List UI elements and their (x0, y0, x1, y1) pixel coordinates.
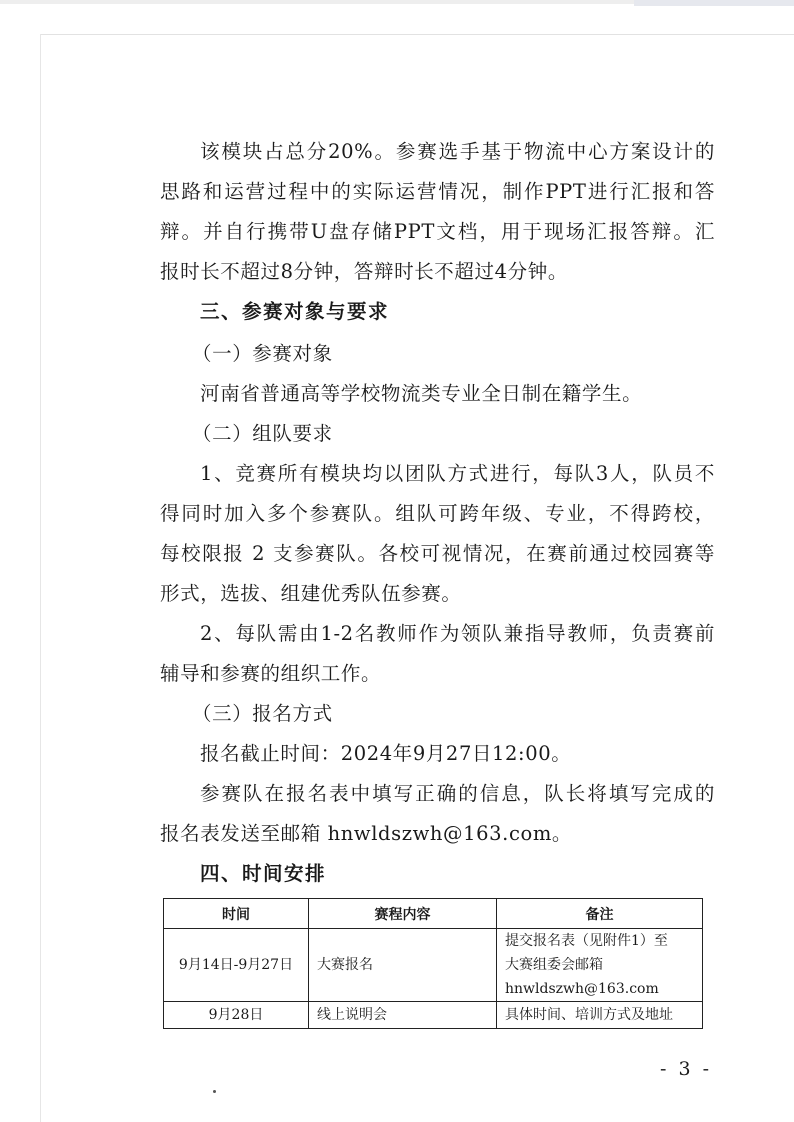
section-heading-schedule: 四、时间安排 (200, 862, 327, 885)
cell-time: 9月28日 (164, 1002, 309, 1029)
paragraph-line: 每校限报 2 支参赛队。各校可视情况，在赛前通过校园赛等 (160, 542, 715, 565)
cell-note (497, 1002, 703, 1029)
paragraph-line: 参赛队在报名表中填写正确的信息，队长将填写完成的 (200, 782, 715, 805)
paragraph-line: 河南省普通高等学校物流类专业全日制在籍学生。 (200, 382, 643, 405)
cell-note (497, 929, 703, 1002)
note-line: 提交报名表（见附件1）至 (505, 933, 668, 949)
scan-artifact (634, 0, 794, 6)
scan-speck (213, 1090, 216, 1093)
note-line: 具体时间、培训方式及地址 (505, 1007, 673, 1023)
subsection-heading: （三）报名方式 (192, 702, 333, 725)
table-header-row (164, 899, 703, 929)
page-edge-left (40, 34, 41, 1122)
paragraph-line: 形式，选拔、组建优秀队伍参赛。 (160, 582, 462, 605)
paragraph-line: 辩。并自行携带U盘存储PPT文档，用于现场汇报答辩。汇 (160, 220, 715, 243)
paragraph-line: 报时长不超过8分钟，答辩时长不超过4分钟。 (160, 260, 568, 283)
schedule-table (163, 898, 703, 1029)
paragraph-line: 得同时加入多个参赛队。组队可跨年级、专业，不得跨校， (160, 502, 715, 525)
subsection-heading: （二）组队要求 (192, 422, 333, 445)
column-header-time: 时间 (164, 899, 309, 929)
note-line: 大赛组委会邮箱 (505, 957, 603, 973)
table-row (164, 929, 703, 1002)
cell-content: 线上说明会 (309, 1002, 497, 1029)
paragraph-line: 2、每队需由1-2名教师作为领队兼指导教师，负责赛前 (200, 622, 715, 645)
paragraph-line: 辅导和参赛的组织工作。 (160, 662, 382, 685)
paragraph-line: 1、竞赛所有模块均以团队方式进行，每队3人，队员不 (200, 462, 715, 485)
table-row (164, 1002, 703, 1029)
cell-time: 9月14日-9月27日 (164, 929, 309, 1002)
subsection-heading: （一）参赛对象 (192, 342, 333, 365)
cell-content: 大赛报名 (309, 929, 497, 1002)
page-number: - 3 - (660, 1058, 713, 1080)
section-heading-participants: 三、参赛对象与要求 (200, 300, 390, 323)
paragraph-line: 报名截止时间：2024年9月27日12:00。 (200, 742, 572, 765)
note-line: hnwldszwh@163.com (505, 981, 659, 997)
column-header-content: 赛程内容 (309, 899, 497, 929)
paragraph-line: 思路和运营过程中的实际运营情况，制作PPT进行汇报和答 (160, 180, 715, 203)
paragraph-line: 该模块占总分20%。参赛选手基于物流中心方案设计的 (200, 140, 715, 163)
paragraph-line: 报名表发送至邮箱 hnwldszwh@163.com。 (160, 822, 573, 845)
page-edge-top (40, 34, 794, 35)
column-header-note: 备注 (497, 899, 703, 929)
